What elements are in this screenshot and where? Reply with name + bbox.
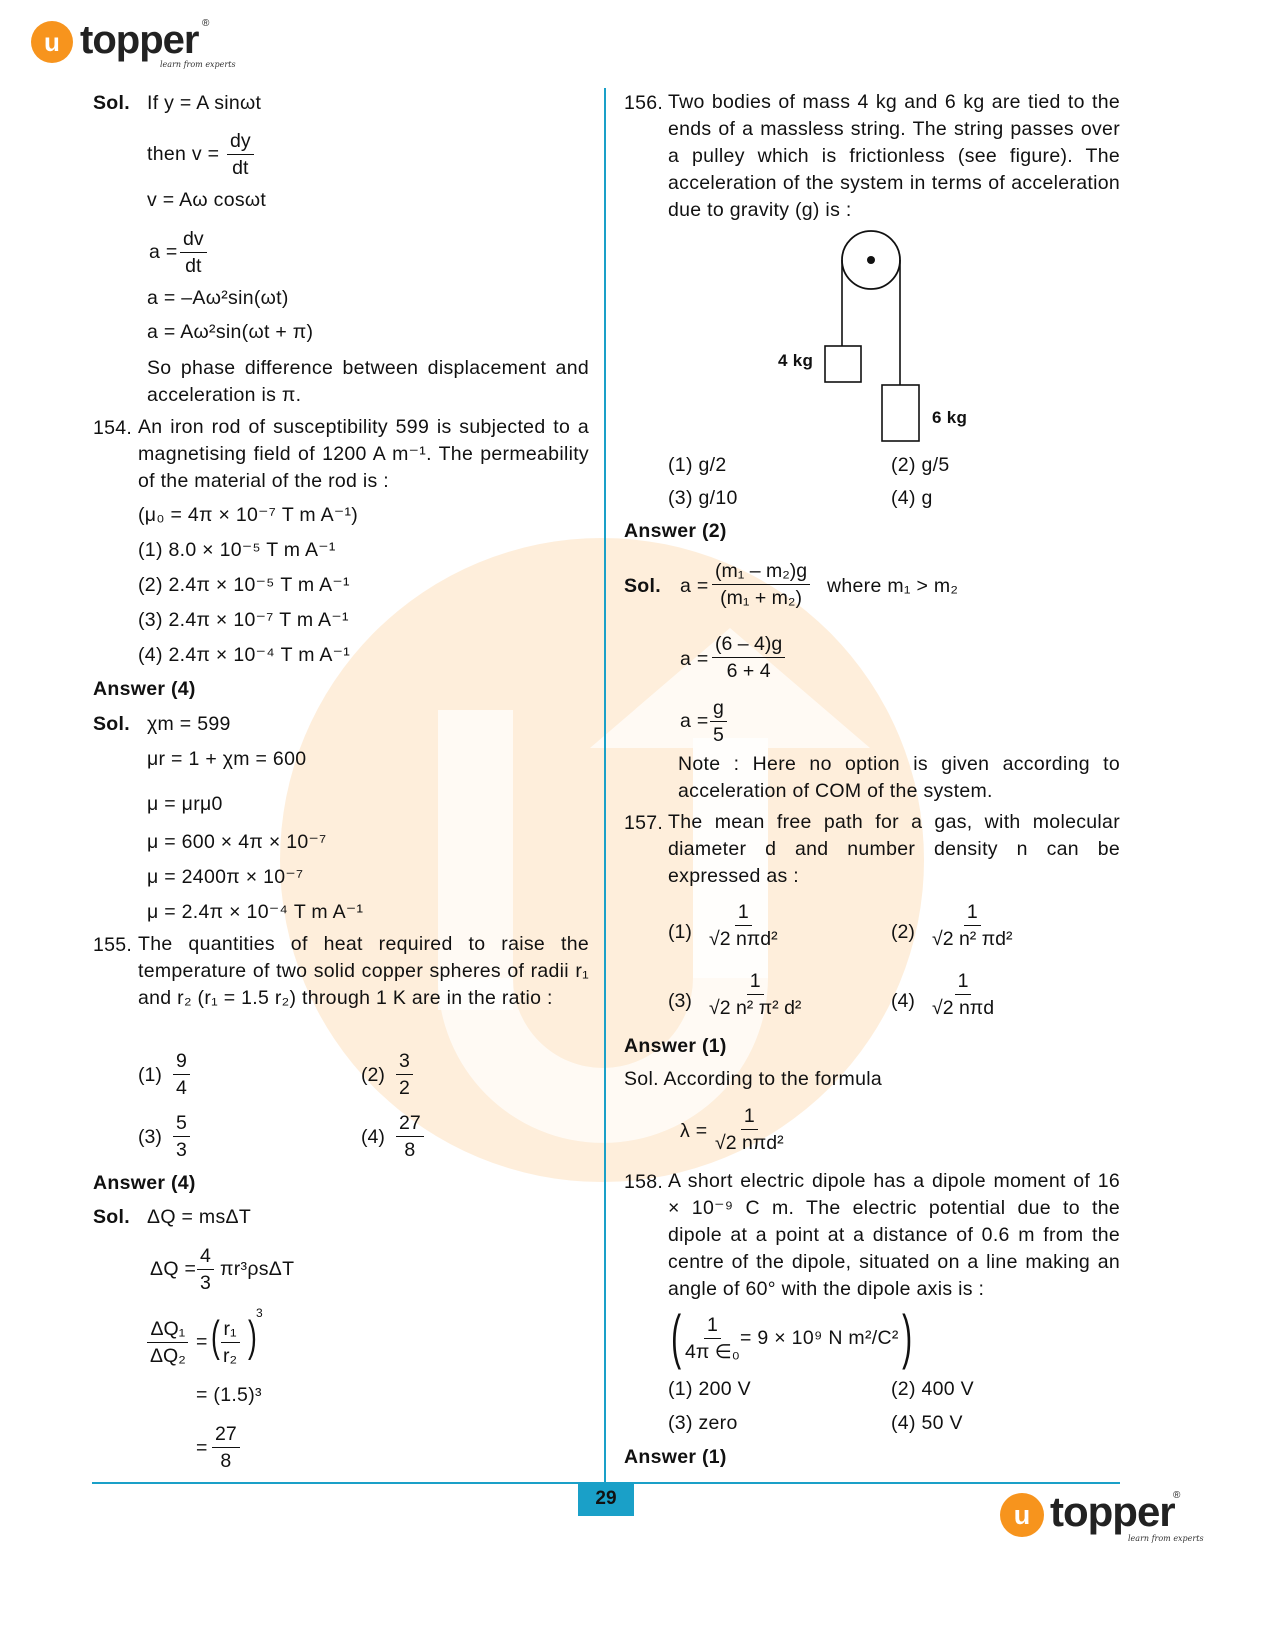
question-text: An iron rod of susceptibility 599 is subjected to a magnetising field of 1200 A m⁻¹. The permeability of the material of the rod is : [138, 416, 589, 492]
option-2-label: (2) [361, 1064, 385, 1086]
sol-a-eq: a = [680, 575, 709, 597]
logo-mark-icon: u [31, 21, 73, 63]
sol-line: v = Aω cosωt [147, 189, 267, 211]
sol-a-eq: a = [680, 648, 709, 670]
sol-line: μ = 2400π × 10⁻⁷ [147, 866, 304, 888]
logo-mark-icon: u [1000, 1493, 1044, 1537]
fraction-r-ratio: $\frac{\text{r₁}}{\text{r₂}}$ [220, 1316, 240, 1369]
sol-line: μ = 2.4π × 10⁻⁴ T m A⁻¹ [147, 901, 364, 923]
fraction-4-3: $\frac{4}{3}$ [197, 1243, 214, 1296]
given-constant: (μ₀ = 4π × 10⁻⁷ T m A⁻¹) [138, 504, 359, 526]
sol-line: a = Aω²sin(ωt + π) [147, 321, 314, 343]
left-paren: ( [671, 1303, 682, 1370]
coulomb-constant: = 9 × 10⁹ N m²/C² [740, 1327, 899, 1349]
answer: Answer (4) [93, 1172, 196, 1194]
figure-label-6kg: 6 kg [932, 408, 968, 427]
option-2-fraction: $\frac{1}{\text{√2 n² πd²}}$ [932, 901, 1013, 950]
fraction-dv-dt: $\frac{dv}{dt}$ [180, 226, 207, 279]
option-3-label: (3) [138, 1126, 162, 1148]
right-paren: ) [902, 1303, 913, 1370]
question-number: 154. [93, 417, 133, 439]
fraction-27-8: $\frac{27}{8}$ [212, 1421, 240, 1474]
question-number: 158. [624, 1171, 664, 1193]
sol-line: χm = 599 [147, 713, 231, 735]
sol-then: then v = [147, 143, 220, 165]
option-4-fraction: $\frac{27}{8}$ [396, 1110, 424, 1163]
sol-dq-lhs: ΔQ = [150, 1258, 197, 1280]
logo-registered: ® [1173, 1490, 1181, 1501]
question-number: 157. [624, 812, 664, 834]
option-3-label: (3) [668, 990, 692, 1012]
question-text: Two bodies of mass 4 kg and 6 kg are tied to the ends of a massless string. The string passes over a pulley which is frictionless (see figure). The acceleration of the system in terms of acceleration due to gravity (g) is : [668, 91, 1120, 221]
column-divider [604, 88, 606, 1486]
fraction-g-5: $\frac{g}{5}$ [710, 695, 727, 748]
equals-sign: = [196, 1331, 208, 1353]
fraction-mean-free-path: 1 √2 nπd² [715, 1105, 784, 1154]
fraction-mass-formula: $\frac{\text{(m₁ – m₂)g}}{\text{(m₁ + m₂)}}$ [712, 558, 810, 611]
option-4-label: (4) [361, 1126, 385, 1148]
sol-conclusion: So phase difference between displacement and acceleration is π. [147, 357, 589, 406]
option-3-fraction: $\frac{1}{\text{√2 n² π² d²}}$ [709, 970, 802, 1019]
option-4: (4) 2.4π × 10⁻⁴ T m A⁻¹ [138, 644, 351, 666]
page-number: 29 [578, 1484, 634, 1516]
logo-wordmark: topper [80, 18, 199, 62]
option-3: (3) g/10 [668, 487, 738, 509]
option-1-label: (1) [668, 921, 692, 943]
fraction-coulomb: $\frac{1}{\text{4π ∈₀}}$ [685, 1314, 740, 1363]
logo-tagline: learn from experts [160, 60, 236, 69]
sol-line: μr = 1 + χm = 600 [147, 748, 307, 770]
question-number: 156. [624, 92, 664, 114]
equals-sign: = [196, 1437, 208, 1459]
right-paren: ) [247, 1312, 257, 1361]
sol-lambda: λ = [680, 1120, 708, 1142]
sol-line: a = –Aω²sin(ωt) [147, 287, 289, 309]
sol-a-eq: a = [149, 241, 178, 263]
sol-where: where m₁ > m₂ [827, 575, 959, 597]
option-1: (1) 200 V [668, 1378, 751, 1400]
option-4-fraction: 1 √2 nπd [932, 970, 995, 1019]
option-2-label: (2) [891, 921, 915, 943]
option-1-fraction: 1 √2 nπd² [709, 901, 778, 950]
option-2: (2) 2.4π × 10⁻⁵ T m A⁻¹ [138, 574, 350, 596]
option-1-fraction: $\frac{9}{4}$ [173, 1048, 190, 1101]
option-4: (4) g [891, 487, 933, 509]
answer: Answer (1) [624, 1446, 727, 1468]
pulley-figure [820, 228, 930, 448]
fraction-substituted: $\frac{(6 - 4)g}{6 + 4}$ [712, 631, 785, 684]
sol-line: μ = μrμ0 [147, 793, 223, 815]
option-1: (1) g/2 [668, 454, 727, 476]
sol-a-eq: a = [680, 710, 709, 732]
sol-label: Sol. [93, 92, 130, 114]
option-4: (4) 50 V [891, 1412, 963, 1434]
option-2: (2) 400 V [891, 1378, 974, 1400]
fraction-dy-dt: $\frac{dy}{dt}$ [227, 128, 254, 181]
sol-line: If y = A sinωt [147, 92, 262, 114]
option-1-label: (1) [138, 1064, 162, 1086]
fraction-dq-ratio: $\frac{\text{ΔQ₁}}{\text{ΔQ₂}}$ [147, 1316, 189, 1369]
sol-label: Sol. [624, 575, 661, 597]
answer: Answer (4) [93, 678, 196, 700]
option-2: (2) g/5 [891, 454, 950, 476]
option-4-label: (4) [891, 990, 915, 1012]
logo-wordmark: topper [1050, 1488, 1175, 1535]
cube-exponent: 3 [256, 1306, 263, 1320]
question-number: 155. [93, 934, 133, 956]
left-paren: ( [210, 1312, 220, 1361]
option-3-fraction: $\frac{5}{3}$ [173, 1110, 190, 1163]
solution-line: Sol. According to the formula [624, 1068, 883, 1090]
figure-label-4kg: 4 kg [778, 351, 814, 370]
question-text: The mean free path for a gas, with molecular diameter d and number density n can be expressed as : [668, 811, 1120, 887]
answer: Answer (2) [624, 520, 727, 542]
option-2-fraction: $\frac{3}{2}$ [396, 1048, 413, 1101]
logo-registered: ® [202, 18, 210, 29]
option-3: (3) zero [668, 1412, 738, 1434]
sol-label: Sol. [93, 713, 130, 735]
sol-label: Sol. [93, 1206, 130, 1228]
sol-dq-rest: πr³ρsΔT [220, 1258, 295, 1280]
sol-line: μ = 600 × 4π × 10⁻⁷ [147, 831, 327, 853]
question-text: The quantities of heat required to raise the temperature of two solid copper spheres of radii r₁ and r₂ (r₁ = 1.5 r₂) through 1 K are in the ratio : [138, 933, 589, 1009]
logo-tagline: learn from experts [1128, 1534, 1204, 1543]
sol-line: = (1.5)³ [196, 1384, 262, 1406]
option-1: (1) 8.0 × 10⁻⁵ T m A⁻¹ [138, 539, 336, 561]
option-3: (3) 2.4π × 10⁻⁷ T m A⁻¹ [138, 609, 349, 631]
question-text: A short electric dipole has a dipole moment of 16 × 10⁻⁹ C m. The electric potential due to the dipole at a point at a distance of 0.6 m from the centre of the dipole, situated on a line making an angle of 60° with the dipole axis is : [668, 1170, 1120, 1300]
sol-line: ΔQ = msΔT [147, 1206, 252, 1228]
solution-note: Note : Here no option is given according to acceleration of COM of the system. [678, 753, 1120, 802]
answer: Answer (1) [624, 1035, 727, 1057]
